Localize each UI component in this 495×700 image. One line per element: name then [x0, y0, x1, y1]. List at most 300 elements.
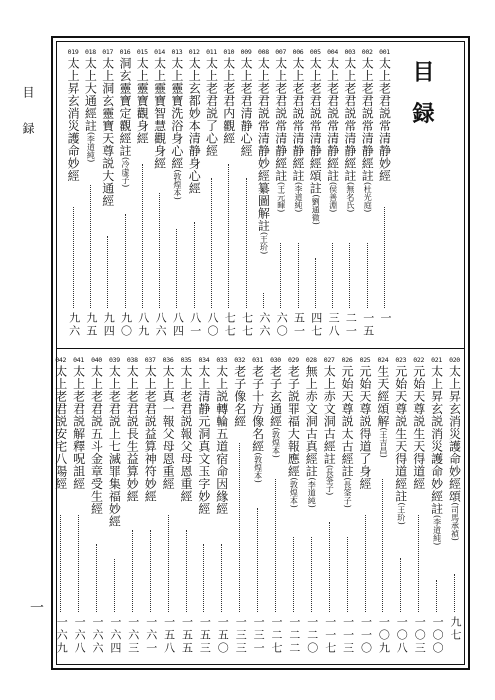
toc-entry[interactable]: [447, 356, 462, 541]
entry-annotation-text: 王元暉: [276, 185, 286, 210]
entry-title: [358, 365, 372, 490]
entry-annotation-text: 李道純: [86, 135, 96, 160]
toc-entry[interactable]: [304, 356, 319, 508]
toc-entry[interactable]: [340, 356, 355, 508]
paren-close: ): [121, 184, 130, 188]
toc-entry[interactable]: [239, 48, 254, 157]
entry-title: [256, 57, 270, 254]
running-header: 目 録: [21, 86, 35, 144]
entry-page: 九六: [67, 312, 81, 338]
entry-number: 004: [327, 48, 339, 56]
entry-annotation-text: 敦煌本: [172, 172, 182, 197]
entry-title: [54, 365, 68, 490]
entry-annotation: [379, 428, 388, 458]
entry-number: 027: [323, 356, 335, 364]
entry-page: 一六六: [91, 616, 104, 655]
entry-annotation: [363, 182, 372, 212]
entry-annotation-text: 敦煌本: [253, 455, 263, 480]
leader-dots: [159, 193, 160, 309]
toc-entry[interactable]: [286, 356, 301, 508]
entry-annotation: [346, 182, 355, 212]
leader-dots: [228, 164, 229, 309]
entry-number: 021: [431, 356, 443, 364]
entry-page: 一三一: [252, 616, 266, 655]
entry-title-text: 太上真一報父母恩重經: [161, 365, 176, 490]
leader-dots: [90, 185, 91, 308]
paren-close: ): [271, 454, 281, 458]
leader-dots: [382, 479, 383, 613]
entry-number: 029: [287, 356, 299, 364]
toc-entry[interactable]: [204, 48, 219, 157]
entry-title: [394, 365, 408, 525]
toc-entry[interactable]: [71, 356, 86, 490]
entry-annotation-text: 無名氏: [345, 185, 355, 210]
entry-annotation-text: 劉通微: [311, 197, 321, 222]
entry-title-text: 老子像名經: [232, 365, 247, 428]
entry-number: 014: [154, 48, 166, 56]
entry-title-text: 太上老君説了心經: [204, 57, 219, 157]
entry-page: 二一: [344, 312, 358, 338]
leader-dots: [211, 178, 212, 308]
leader-dots: [96, 544, 97, 612]
leader-dots: [263, 293, 264, 308]
entry-title-text: 太上説轉輪五道宿命因緣經: [214, 365, 229, 515]
leader-dots: [275, 479, 276, 613]
entry-number: 008: [257, 48, 269, 56]
entry-annotation: [259, 232, 268, 254]
entry-title: [90, 365, 104, 515]
paren-close: ): [289, 504, 299, 508]
toc-entry[interactable]: [66, 48, 81, 182]
entry-number: 025: [359, 356, 371, 364]
paren-close: ): [363, 209, 373, 213]
toc-entry[interactable]: [322, 356, 337, 495]
entry-title-text: 太上昇玄消災護命妙經: [66, 57, 81, 182]
entry-title: [66, 57, 80, 182]
paren-open: (: [294, 182, 303, 186]
entry-title-text: 元始天尊説生天得道經: [411, 365, 426, 490]
toc-entry[interactable]: [169, 48, 184, 200]
entry-title: [143, 365, 157, 503]
entry-number: 019: [67, 48, 79, 56]
entry-annotation-text: 長筌子: [325, 468, 335, 493]
entry-annotation: [289, 478, 298, 508]
entry-number: 005: [309, 48, 321, 56]
entry-annotation: [173, 170, 182, 200]
entry-title-text: 太上老君説報父母恩重經: [179, 365, 193, 503]
paren-open: (: [271, 427, 281, 431]
entry-title: [322, 365, 336, 495]
paren-open: (: [432, 515, 442, 519]
toc-entry[interactable]: [89, 356, 104, 515]
leader-dots: [436, 580, 437, 612]
entry-page: 一二二: [287, 616, 301, 655]
entry-page: 一六九: [55, 616, 69, 655]
leader-dots: [454, 574, 455, 613]
paren-close: ): [396, 521, 406, 525]
leader-dots: [332, 243, 333, 308]
entry-page: 一〇八: [395, 616, 409, 655]
leader-dots: [221, 544, 222, 612]
entry-title-text: 老子玄通經: [268, 365, 283, 428]
entry-title-text: 太上老君説五斗金章受生經: [89, 365, 104, 515]
toc-entry[interactable]: [268, 356, 283, 458]
entry-title-text: 太上昇玄説消災護命妙經註: [429, 365, 444, 515]
entry-number: 030: [270, 356, 281, 364]
entry-number: 016: [119, 48, 131, 56]
entry-number: 035: [180, 356, 192, 364]
toc-entry[interactable]: [196, 356, 211, 515]
paren-close: ): [328, 209, 338, 213]
entry-title-text: 太上老君説常清静經註: [273, 57, 288, 182]
toc-entry[interactable]: [232, 356, 247, 428]
entry-number: 036: [162, 356, 174, 364]
paren-open: (: [378, 427, 388, 431]
toc-entry[interactable]: [291, 48, 306, 212]
toc-entry[interactable]: [100, 48, 115, 207]
entry-number: 037: [144, 356, 156, 364]
entry-number: 042: [55, 356, 67, 364]
entry-title-text: 太上老君清静心經: [239, 57, 254, 157]
entry-number: 024: [377, 356, 389, 364]
page-title: 目 録: [409, 60, 435, 130]
toc-entry[interactable]: [161, 356, 176, 490]
entry-number: 006: [292, 48, 304, 56]
entry-title-text: 太上赤文洞古經註: [322, 365, 337, 465]
entry-title: [430, 365, 444, 545]
leader-dots: [349, 243, 350, 308]
entry-number: 017: [102, 48, 114, 56]
leader-dots: [60, 515, 61, 612]
entry-annotation: [254, 453, 263, 483]
entry-annotation-text: 王玠: [396, 505, 406, 522]
toc-entry[interactable]: [342, 48, 357, 212]
entry-page: 一六四: [108, 616, 122, 655]
entry-number: 001: [379, 48, 390, 56]
entry-page: 六六: [257, 312, 271, 338]
entry-page: 一二〇: [305, 616, 319, 655]
entry-title: [125, 365, 139, 503]
entry-title-text: 太上昇玄消災護命妙經頌: [447, 365, 462, 503]
entry-title-text: 太上老君説安宅八陽經: [53, 365, 68, 490]
entry-annotation: [294, 182, 303, 212]
paren-close: ): [259, 251, 269, 255]
toc-entry[interactable]: [187, 48, 202, 195]
entry-title-text: 太上老君説常清静經註: [342, 57, 357, 182]
entry-number: 034: [198, 356, 210, 364]
paren-close: ): [378, 454, 388, 458]
leader-dots: [132, 530, 133, 613]
leader-dots: [298, 243, 299, 308]
entry-title-text: 太上老君説常清静經註: [360, 57, 375, 182]
leader-dots: [186, 530, 187, 613]
toc-entry[interactable]: [256, 48, 271, 254]
paren-open: (: [86, 132, 96, 136]
paren-close: ): [276, 209, 286, 213]
entry-annotation: [311, 195, 320, 225]
entry-number: 033: [216, 356, 228, 364]
paren-close: ): [345, 209, 355, 213]
entry-page: 八九: [136, 312, 150, 338]
entry-title: [412, 365, 426, 490]
leader-dots: [114, 559, 115, 613]
entry-page: 七七: [240, 312, 254, 338]
entry-page: 一〇三: [413, 616, 427, 655]
entry-number: 018: [84, 48, 96, 56]
leader-dots: [73, 207, 74, 308]
paren-close: ): [343, 504, 353, 508]
toc-entry[interactable]: [250, 356, 265, 483]
paren-close: ): [432, 542, 442, 546]
paren-open: (: [345, 182, 355, 186]
entry-title-text: 太上老君説上七滅罪集福妙經: [107, 365, 122, 528]
entry-page: 一六一: [144, 616, 158, 655]
paren-close: ): [86, 159, 96, 163]
entry-title-text: 元始天尊説生天得道經註: [393, 365, 408, 503]
entry-page: 一: [379, 312, 392, 325]
entry-number: 020: [449, 356, 460, 364]
entry-title-text: 太上靈寶洗浴身心經: [169, 57, 184, 170]
entry-page: 一〇〇: [431, 616, 445, 655]
entry-annotation-text: 王玠: [259, 235, 269, 252]
entry-title-text: 洞玄靈寶定觀經註: [118, 57, 132, 157]
section-divider: [56, 348, 465, 349]
entry-annotation: [451, 503, 460, 541]
entry-page: 一六八: [73, 616, 87, 655]
entry-number: 041: [73, 356, 85, 364]
entry-page: 一一七: [323, 616, 337, 655]
entry-title: [187, 57, 201, 195]
paren-open: (: [172, 169, 182, 173]
entry-page: 五一: [292, 312, 306, 338]
entry-title: [376, 365, 390, 458]
entry-title: [135, 57, 149, 145]
entry-title: [326, 57, 340, 212]
toc-entry[interactable]: [107, 356, 122, 528]
entry-title: [161, 365, 175, 490]
entry-annotation-text: 王吉昌: [378, 430, 388, 455]
entry-page: 一五: [361, 312, 375, 338]
paren-close: ): [172, 196, 182, 200]
entry-number: 040: [91, 356, 102, 364]
entry-annotation-text: 敦煌本: [271, 430, 281, 455]
entry-title: [269, 365, 283, 458]
entry-page: 六〇: [275, 312, 289, 338]
toc-entry[interactable]: [375, 356, 390, 458]
entry-annotation: [307, 478, 316, 508]
leader-dots: [125, 214, 126, 308]
entry-page: 八六: [154, 312, 168, 338]
toc-entry[interactable]: [179, 356, 194, 503]
entry-title: [360, 57, 374, 212]
entry-title: [239, 57, 253, 157]
leader-dots: [107, 236, 108, 308]
paren-close: ): [450, 537, 460, 541]
entry-title-text: 太上老君説常清静經註: [291, 57, 305, 182]
leader-dots: [246, 178, 247, 308]
entry-annotation: [397, 503, 406, 525]
entry-annotation: [86, 132, 95, 162]
entry-annotation-text: 李道純: [307, 480, 317, 505]
entry-title-text: 無上赤文洞古真經註: [304, 365, 319, 478]
leader-dots: [280, 243, 281, 308]
entry-title: [197, 365, 211, 515]
paren-open: (: [259, 232, 269, 236]
paren-open: (: [253, 452, 263, 456]
leader-dots: [194, 222, 195, 309]
entry-page: 九四: [102, 312, 116, 338]
entry-annotation-text: 侯善淵: [328, 185, 338, 210]
entry-page: 一五五: [180, 616, 194, 655]
entry-title: [291, 57, 305, 212]
paren-close: ): [253, 479, 263, 483]
entry-title: [286, 365, 300, 508]
entry-page: 四七: [309, 312, 323, 338]
toc-entry[interactable]: [125, 356, 140, 503]
entry-title: [343, 57, 357, 212]
paren-open: (: [328, 182, 338, 186]
toc-entry[interactable]: [221, 48, 236, 145]
leader-dots: [347, 537, 348, 613]
entry-page: 一二七: [270, 616, 283, 655]
entry-title-text: 太上老君説長生益算妙經: [125, 365, 140, 503]
leader-dots: [78, 515, 79, 612]
entry-title: [448, 365, 462, 541]
entry-number: 023: [395, 356, 407, 364]
entry-title: [83, 57, 97, 162]
paren-open: (: [343, 477, 353, 481]
entry-page: 八〇: [206, 312, 219, 338]
leader-dots: [176, 229, 177, 309]
entry-page: 八四: [171, 312, 185, 338]
entry-annotation-text: 李道純: [432, 518, 442, 543]
entry-number: 031: [252, 356, 264, 364]
leader-dots: [311, 537, 312, 613]
entry-annotation-text: 李道純: [294, 185, 303, 210]
paren-open: (: [325, 465, 335, 469]
entry-page: 九七: [449, 616, 462, 642]
toc-entry[interactable]: [308, 48, 323, 225]
paren-open: (: [307, 477, 317, 481]
leader-dots: [400, 558, 401, 613]
toc-entry[interactable]: [53, 356, 68, 490]
entry-title-text: 老子説罪福大報應經: [286, 365, 301, 478]
entry-number: 038: [126, 356, 138, 364]
toc-entry[interactable]: [118, 48, 133, 187]
entry-number: 028: [305, 356, 317, 364]
paren-close: ): [307, 504, 317, 508]
entry-annotation: [343, 478, 352, 508]
entry-number: 002: [361, 48, 373, 56]
entry-page: 三八: [327, 312, 341, 338]
leader-dots: [418, 515, 419, 612]
entry-title-text: 太上老君説益算神符妙經: [143, 365, 158, 503]
entry-number: 007: [275, 48, 287, 56]
entry-title: [170, 57, 184, 200]
entry-page: 八一: [188, 312, 202, 338]
toc-entry[interactable]: [358, 356, 373, 490]
entry-title: [72, 365, 86, 490]
leader-dots: [168, 515, 169, 612]
toc-entry[interactable]: [411, 356, 426, 490]
entry-page: 一五〇: [216, 616, 230, 655]
leader-dots: [239, 443, 240, 613]
toc-entry[interactable]: [377, 48, 392, 182]
entry-title-text: 元始天尊説得道了身經: [358, 365, 372, 490]
toc-entry[interactable]: [143, 356, 158, 503]
entry-annotation: [272, 428, 281, 458]
paren-open: (: [311, 194, 321, 198]
entry-title: [233, 365, 247, 428]
entry-title-text: 太上大通經註: [83, 57, 98, 132]
entry-title-text: 生天經頌解: [375, 365, 390, 428]
leader-dots: [315, 258, 316, 309]
entry-number: 022: [413, 356, 425, 364]
entry-number: 003: [344, 48, 356, 56]
leader-dots: [142, 164, 143, 309]
toc-entry[interactable]: [325, 48, 340, 212]
paren-close: ): [311, 221, 321, 225]
leader-dots: [293, 537, 294, 613]
entry-page: 一三三: [234, 616, 248, 655]
paren-close: ): [325, 492, 335, 496]
entry-annotation: [121, 157, 130, 187]
paren-open: (: [363, 182, 373, 186]
toc-entry[interactable]: [393, 356, 408, 525]
toc-entry[interactable]: [214, 356, 229, 515]
entry-title: [340, 365, 354, 508]
toc-entry[interactable]: [152, 48, 167, 170]
entry-title-text: 老子十方像名經: [250, 365, 265, 453]
entry-page: 一一〇: [359, 616, 373, 655]
toc-entry[interactable]: [135, 48, 150, 145]
paren-close: ): [294, 209, 303, 213]
entry-annotation-text: 司馬承禎: [450, 505, 460, 538]
entry-annotation-text: 敦煌本: [289, 480, 299, 505]
entry-page: 一〇九: [377, 616, 391, 655]
paren-open: (: [450, 502, 460, 506]
entry-number: 010: [223, 48, 235, 56]
entry-page: 七七: [223, 312, 237, 338]
entry-title: [274, 57, 288, 212]
entry-title: [205, 57, 219, 157]
entry-title: [153, 57, 167, 170]
entry-number: 032: [234, 356, 246, 364]
entry-title: [118, 57, 132, 187]
entry-number: 013: [171, 48, 183, 56]
paren-open: (: [276, 182, 286, 186]
entry-title-text: 太上洞玄靈寶天尊説大通經: [100, 57, 115, 207]
toc-entry[interactable]: [83, 48, 98, 162]
entry-title-text: 太上老君内觀經: [221, 57, 236, 145]
leader-dots: [150, 530, 151, 613]
paren-open: (: [121, 157, 130, 161]
entry-title-text: 太上老君説常清静妙經纂圖解註: [256, 57, 271, 232]
entry-annotation: [325, 465, 334, 495]
toc-entry[interactable]: [429, 356, 444, 545]
entry-title: [215, 365, 229, 515]
entry-title-text: 太上靈寶智慧觀身經: [152, 57, 167, 170]
entry-title-text: 太上老君説解釋呪詛經: [71, 365, 86, 490]
toc-entry[interactable]: [273, 48, 288, 212]
paren-open: (: [289, 477, 299, 481]
toc-entry[interactable]: [360, 48, 375, 212]
entry-annotation: [329, 182, 338, 212]
entry-title-text: 太上老君説常清静經頌註: [308, 57, 323, 195]
entry-title-text: 太上老君説常清静妙經: [377, 57, 392, 182]
entry-title: [222, 57, 236, 145]
entry-title: [251, 365, 265, 483]
